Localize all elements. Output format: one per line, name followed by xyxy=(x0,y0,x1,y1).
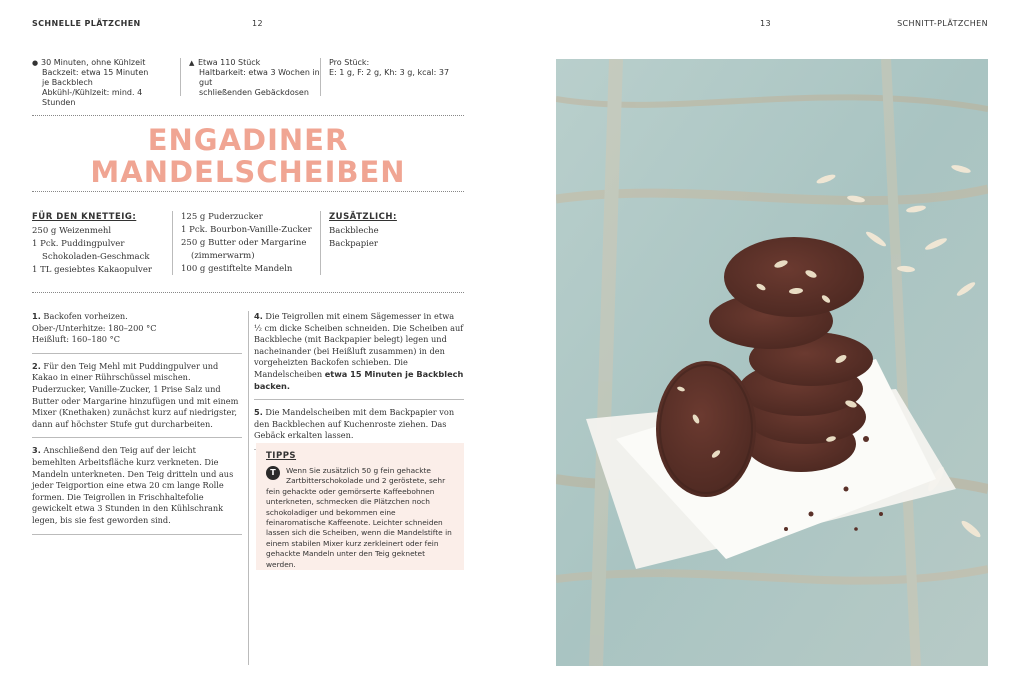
ingredient-item: 100 g gestiftelte Mandeln xyxy=(181,264,293,274)
tips-heading: TIPPS xyxy=(266,451,297,461)
ingredient-item: 1 Pck. Bourbon-Vanille-Zucker xyxy=(181,225,312,235)
step-text-bold: etwa 15 Minuten je Backblech backen. xyxy=(254,368,464,391)
info-yield-shelf-life: Haltbarkeit: etwa 3 Wochen in gut xyxy=(199,68,320,87)
step-number: 2. xyxy=(32,360,41,371)
dotted-divider xyxy=(32,292,464,293)
step-text: Heißluft: 160–180 °C xyxy=(32,334,120,345)
ingredients-column-1 xyxy=(32,211,172,277)
step-number: 5. xyxy=(254,407,263,418)
info-time-cool: Abkühl-/Kühlzeit: mind. 4 Stunden xyxy=(42,88,143,107)
dotted-divider xyxy=(32,191,464,192)
step-text: Ober-/Unterhitze: 180–200 °C xyxy=(32,322,157,333)
step-text: Die Mandelscheiben mit dem Backpapier von den Backblechen auf Kuchenroste ziehen. Das Gebäck erkalten lassen. xyxy=(254,407,455,441)
ingredient-item: 1 Pck. Puddingpulver xyxy=(32,239,125,249)
info-nutrition-values: E: 1 g, F: 2 g, Kh: 3 g, kcal: 37 xyxy=(329,68,450,77)
tip-badge-icon: T xyxy=(266,466,280,480)
tips-body xyxy=(266,466,454,570)
step-text: Für den Teig Mehl mit Puddingpulver und Kakao in einer Rührschüssel mischen. Puderzucker, Vanille-Zucker, 1 Prise Salz und Butter oder Margarine hinzufügen und mit einem Mixer (Knethaken) zunächst kurz auf niedrigster, dann auf höchster Stufe gut durcharbeiten. xyxy=(32,360,239,429)
step-text: Backofen vorheizen. xyxy=(43,311,128,321)
info-time xyxy=(32,58,172,108)
step-4 xyxy=(254,311,464,400)
ingredient-item: 1 TL gesiebtes Kakaopulver xyxy=(32,265,152,275)
dotted-divider xyxy=(32,115,464,116)
steps-column-right xyxy=(254,311,464,457)
column-separator xyxy=(248,311,249,665)
ingredient-item: (zimmerwarm) xyxy=(191,251,255,261)
info-time-bake: Backzeit: etwa 15 Minuten xyxy=(42,68,149,77)
step-text: Anschließend den Teig auf der leicht bemehlten Arbeitsfläche kurz verkneten. Die Mandeln unterkneten. Den Teig dritteln und aus jeder Teigportion eine etwa 20 cm lange Rolle formen. Die Teigrollen in Frischhaltefolie gewickelt etwa 3 Stunden in den Kühlschrank legen, bis sie fest geworden sind. xyxy=(32,445,234,525)
info-time-duration: 30 Minuten, ohne Kühlzeit xyxy=(41,58,146,67)
steps-column-left xyxy=(32,311,242,542)
step-text: Die Teigrollen mit einem Sägemesser in etwa ½ cm dicke Scheiben schneiden. Die Scheiben auf Backbleche (mit Backpapier belegt) legen und nacheinander (bei Heißluft zusammen) in den vorgeheizten Backofen schieben. Die Mandelscheiben xyxy=(254,311,464,379)
ingredient-item: 250 g Weizenmehl xyxy=(32,226,112,236)
tips-text: Wenn Sie zusätzlich 50 g fein gehackte Zartbitterschokolade und 2 geröstete, sehr fein gehackte oder gemörserte Kaffeebohnen unterkneten, schmecken die Plätzchen noch schokoladiger und bekommen eine feinaromatische Kaffeenote. Leichter schneiden lassen sich die Scheiben, wenn die Mandelstifte in einem stabilen Mixer kurz zerkleinert oder fein gehackte Mandeln unter den Teig geknetet werden. xyxy=(266,466,452,569)
recipe-title-line1: ENGADINER xyxy=(147,123,349,157)
ingredients-column-2 xyxy=(172,211,320,275)
step-number: 4. xyxy=(254,311,263,321)
ingredient-item: Schokoladen-Geschmack xyxy=(42,252,150,262)
recipe-title-line2: MANDELSCHEIBEN xyxy=(90,155,406,189)
step-number: 1. xyxy=(32,311,41,321)
extra-item: Backpapier xyxy=(329,239,378,249)
running-header-right: SCHNITT-PLÄTZCHEN xyxy=(897,19,988,28)
page-number-left: 12 xyxy=(252,19,263,28)
cookie-photo-illustration xyxy=(556,59,988,666)
extra-heading: ZUSÄTZLICH: xyxy=(329,212,397,222)
info-yield xyxy=(180,58,320,96)
page-number-right: 13 xyxy=(760,19,771,28)
clock-icon: ● xyxy=(32,59,39,67)
cookie-stack-photo xyxy=(556,59,988,666)
running-header-left: SCHNELLE PLÄTZCHEN xyxy=(32,19,141,28)
extra-item: Backbleche xyxy=(329,226,379,236)
info-yield-count: Etwa 110 Stück xyxy=(198,58,261,67)
info-time-per-sheet: je Backblech xyxy=(42,78,93,87)
recipe-title xyxy=(32,124,464,188)
step-2 xyxy=(32,361,242,439)
info-nutrition xyxy=(320,58,460,96)
info-nutrition-label: Pro Stück: xyxy=(329,58,370,67)
info-yield-storage: schließenden Gebäckdosen xyxy=(199,88,309,97)
step-1 xyxy=(32,311,242,354)
tips-box xyxy=(256,443,464,570)
cookie-jar-icon: ▲ xyxy=(189,59,195,67)
step-3 xyxy=(32,445,242,534)
step-number: 3. xyxy=(32,445,41,456)
ingredients-extra xyxy=(320,211,460,275)
ingredients-heading: FÜR DEN KNETTEIG: xyxy=(32,212,137,222)
ingredient-item: 250 g Butter oder Margarine xyxy=(181,238,307,248)
ingredient-item: 125 g Puderzucker xyxy=(181,212,263,222)
